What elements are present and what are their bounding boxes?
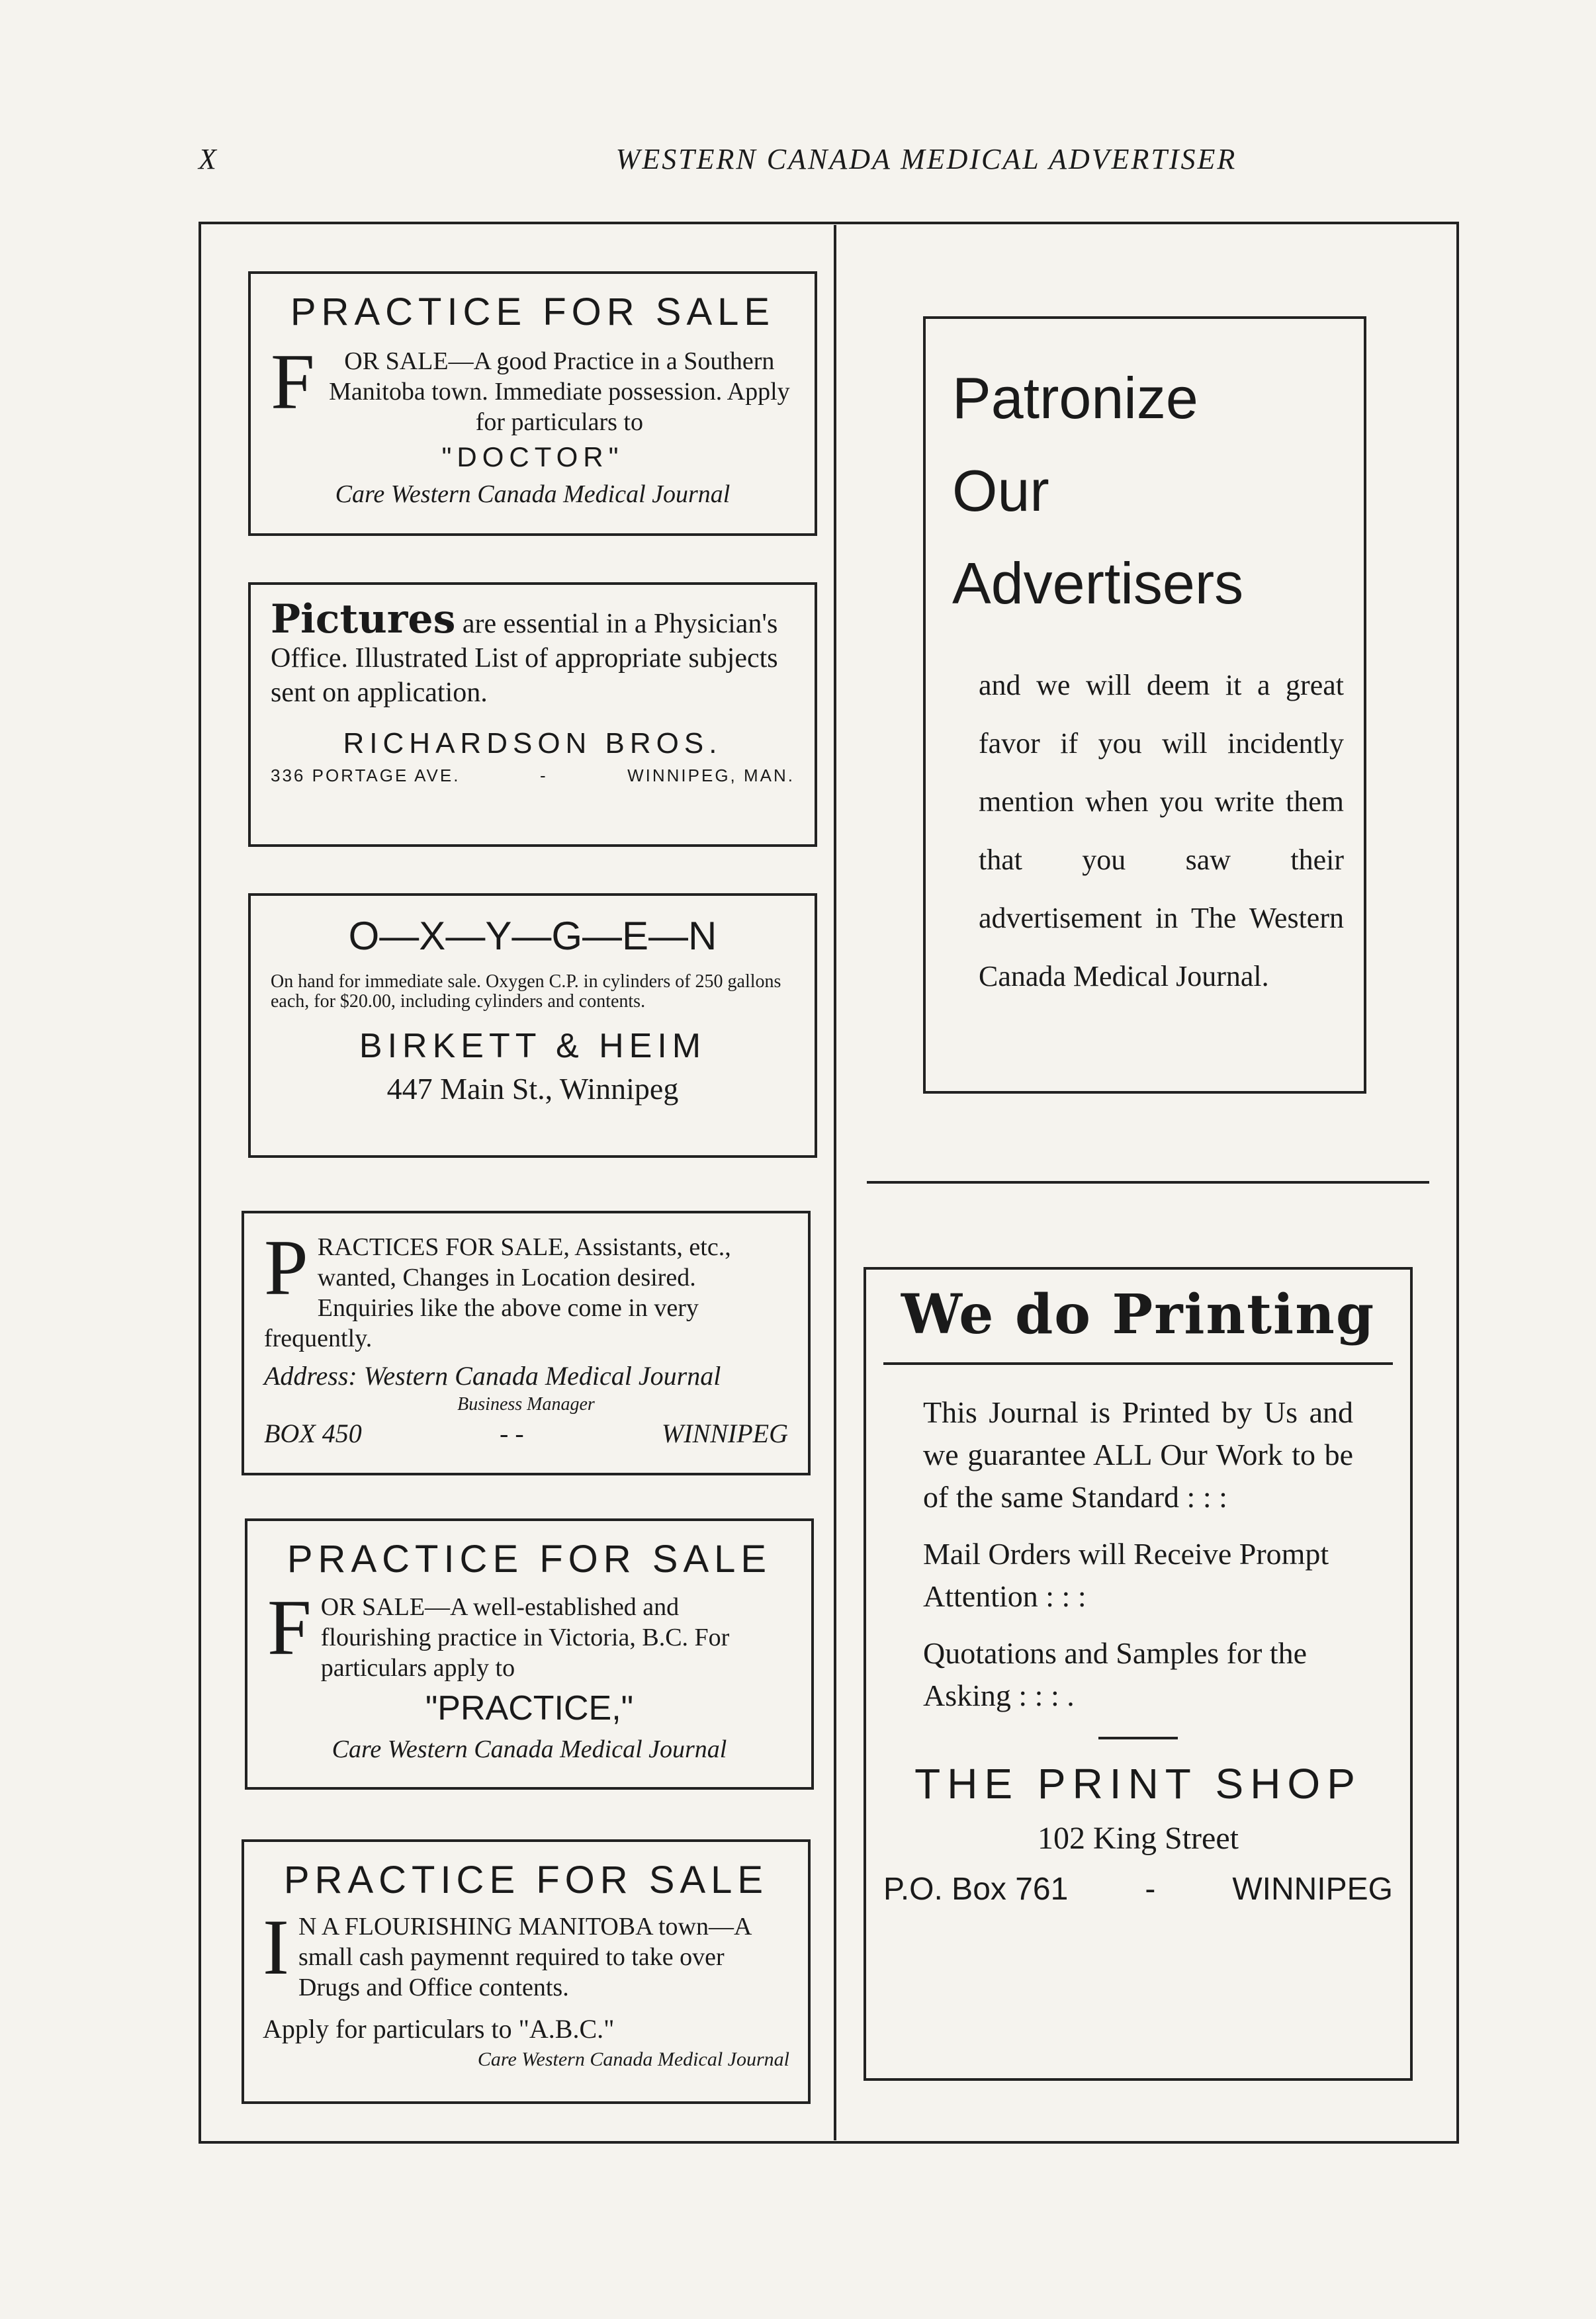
- ad-dash: -: [539, 766, 548, 785]
- ad-box-line: [264, 1418, 788, 1449]
- print-shop-p3: Quotations and Samples for the Asking : : : .: [923, 1636, 1308, 1712]
- print-shop-p1: This Journal is Printed by Us and we guarantee ALL Our Work to be of the same Standard : : :: [923, 1395, 1353, 1514]
- print-shop-dash: -: [1145, 1872, 1156, 1907]
- ad-firm-name: BIRKETT & HEIM: [359, 1027, 707, 1065]
- ad-box: BOX 450: [264, 1419, 362, 1448]
- print-shop-street: 102 King Street: [1038, 1821, 1239, 1856]
- ad-address-line: [264, 1360, 788, 1391]
- patronize-advertisers-box: [923, 316, 1366, 1094]
- drop-cap: F: [271, 337, 315, 425]
- ad-practice-for-sale-doctor: [248, 271, 817, 536]
- ad-city: WINNIPEG: [661, 1419, 788, 1448]
- title-rule: [883, 1362, 1393, 1365]
- ad-body-block: [267, 1583, 791, 1764]
- drop-cap: I: [263, 1903, 289, 1991]
- ad-body-block: [264, 1223, 788, 1354]
- running-head: WESTERN CANADA MEDICAL ADVERTISER: [615, 143, 1237, 175]
- ad-care-line: Care Western Canada Medical Journal: [477, 2048, 789, 2070]
- print-shop-p2: Mail Orders will Receive Prompt Attention : : :: [923, 1537, 1329, 1613]
- ad-keyword: "PRACTICE,": [425, 1689, 634, 1728]
- ad-care-line: Care Western Canada Medical Journal: [332, 1735, 727, 1763]
- ad-care-line: Care Western Canada Medical Journal: [335, 480, 731, 508]
- ad-address: 336 PORTAGE AVE.: [271, 766, 461, 785]
- ad-title: PRACTICE FOR SALE: [287, 1538, 772, 1581]
- print-shop-title: We do Printing: [901, 1283, 1376, 1346]
- ad-practice-for-sale-manitoba: [242, 1839, 811, 2104]
- right-column-rule: [867, 1181, 1429, 1184]
- ad-address-label: Address:: [264, 1361, 357, 1391]
- ad-address-line: [271, 766, 795, 786]
- ad-body-block: [271, 337, 795, 509]
- print-shop-city: WINNIPEG: [1232, 1872, 1393, 1907]
- ad-lead-word: Pictures: [271, 596, 456, 642]
- ad-body: OR SALE—A well-established and flourishing practice in Victoria, B.C. For particulars apply to: [320, 1593, 730, 1682]
- print-shop-po-box: P.O. Box 761: [883, 1872, 1069, 1907]
- ad-body: RACTICES FOR SALE, Assistants, etc., wanted, Changes in Location desired. Enquiries like the above come in very frequently.: [264, 1233, 731, 1352]
- drop-cap: F: [267, 1583, 312, 1671]
- ad-address: 447 Main St., Winnipeg: [386, 1072, 679, 1106]
- ad-pictures-richardson: [248, 582, 817, 847]
- ad-body: are essential in a Physician's Office. Illustrated List of appropriate subjects sent on application.: [271, 609, 778, 708]
- ad-title: O—X—Y—G—E—N: [348, 914, 717, 958]
- ad-title: PRACTICE FOR SALE: [290, 290, 776, 333]
- drop-cap: P: [264, 1223, 308, 1311]
- ad-business-manager: Business Manager: [457, 1394, 595, 1415]
- ad-body-block: [263, 1903, 789, 2003]
- ad-address-value: Western Canada Medical Journal: [363, 1361, 721, 1391]
- ad-firm-name: RICHARDSON BROS.: [343, 727, 723, 760]
- ad-body: N A FLOURISHING MANITOBA town—A small cash paymennt required to take over Drugs and Office contents.: [298, 1913, 751, 2001]
- ad-keyword: "DOCTOR": [441, 441, 624, 472]
- print-shop-name: THE PRINT SHOP: [914, 1760, 1362, 1808]
- patronize-line-3: Advertisers: [952, 550, 1244, 616]
- patronize-body: and we will deem it a great favor if you will incidently mention when you write them that you saw their advertisement in The Western Canada Medical Journal.: [979, 669, 1344, 992]
- patronize-line-1: Patronize: [952, 365, 1198, 431]
- print-shop-box-line: [883, 1871, 1393, 1907]
- page-folio: X: [199, 143, 216, 175]
- ad-title: PRACTICE FOR SALE: [283, 1859, 769, 1902]
- ad-apply-line: Apply for particulars to "A.B.C.": [263, 2014, 615, 2044]
- column-divider: [834, 225, 836, 2140]
- print-shop-box: [864, 1267, 1413, 2081]
- ad-dashes: - -: [500, 1419, 524, 1448]
- ad-city: WINNIPEG, MAN.: [627, 766, 795, 785]
- ad-oxygen-birkett-heim: [248, 893, 817, 1158]
- ad-practices-business-manager: [242, 1211, 811, 1475]
- patronize-line-2: Our: [952, 458, 1049, 523]
- short-rule: [1098, 1737, 1178, 1739]
- ad-body-block: [271, 596, 795, 710]
- ad-body: OR SALE—A good Practice in a Southern Manitoba town. Immediate possession. Apply for particulars to: [329, 347, 790, 436]
- ad-practice-for-sale-victoria: [245, 1518, 814, 1790]
- print-shop-copy: [883, 1391, 1393, 1717]
- ad-body: On hand for immediate sale. Oxygen C.P. in cylinders of 250 gallons each, for $20.00, including cylinders and contents.: [271, 971, 781, 1012]
